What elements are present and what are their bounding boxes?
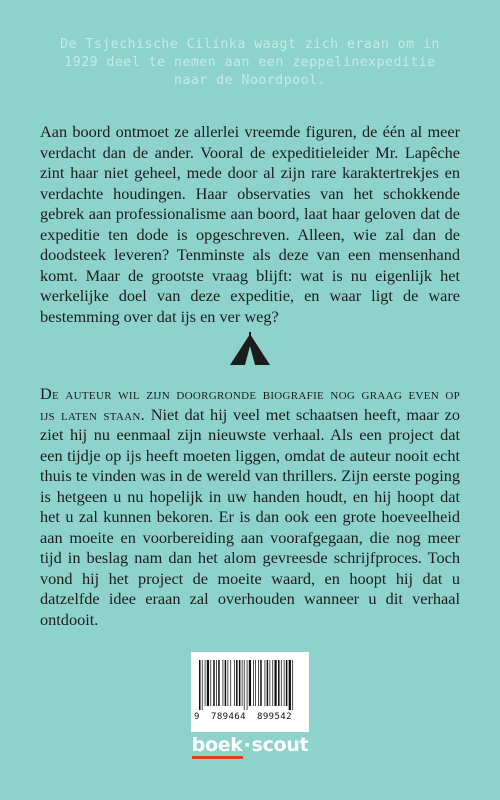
barcode-bar — [213, 660, 215, 706]
barcode-digits — [191, 712, 309, 726]
barcode-bar — [292, 660, 293, 710]
barcode-left-group: 789464 — [211, 712, 246, 722]
barcode-bar — [286, 660, 288, 706]
barcode-bar — [244, 660, 245, 710]
barcode-bar — [210, 660, 211, 706]
publisher-logo — [190, 734, 310, 764]
barcode-bar — [202, 660, 203, 710]
author-bio-text: Niet dat hij veel met schaatsen heeft, maar zo ziet hij nu eenmaal zijn nieuwste verhaal. Als een project dat een tijdje op ijs heeft moeten liggen, omdat de auteur nooit echt thuis te vinden was in de wereld van thrillers. Zijn eerste poging is hetgeen u nu hopelijk in uw handen houdt, en hij hoopt dat het u zal kunnen bekoren. Er is dan ook een grote hoeveelheid aan moeite en voorbereiding aan voorafgegaan, die nog meer tijd in beslag nam dan het alom gevreesde schrijfproces. Toch vond hij het project de moeite waard, en hoopt hij dat u datzelfde idee eraan zal overhouden wanneer u dit verhaal ontdooit. — [40, 404, 460, 629]
barcode-bar — [207, 660, 209, 706]
barcode-bar — [278, 660, 280, 706]
barcode-bar — [267, 660, 269, 706]
barcode-bar — [242, 660, 243, 706]
barcode-bar — [272, 660, 273, 706]
barcode-bar — [255, 660, 256, 706]
tagline-line: 1929 deel te nemen aan een zeppelinexpeditie — [64, 55, 436, 70]
author-bio-lead: De auteur wil zijn doorgronde biografie nog graag even op ijs laten staan. — [40, 384, 460, 424]
barcode-bar — [239, 660, 241, 706]
tagline-line: naar de Noordpool. — [174, 73, 326, 88]
isbn-barcode — [191, 652, 309, 732]
barcode-bar — [270, 660, 271, 706]
synopsis-paragraph: Aan boord ontmoet ze allerlei vreemde figuren, de één al meer verdacht dan de ander. Vooral de expeditieleider Mr. Lapêche zint haar niet geheel, mede door al zijn rare karaktertrekjes en verdachte houdingen. Haar observaties van het schokkende gebrek aan professionalisme aan boord, laat haar geloven dat de expeditie ten dode is opgeschreven. Alleen, wie zal dan de doodsteek leveren? Tenminste als deze van een mensenhand komt. Maar de grootste vraag blijft: wat is nu eigenlijk het werkelijke doel van deze expeditie, en waar ligt de ware bestemming over dat ijs en ver weg? — [40, 122, 460, 326]
publisher-name-part1: boek — [192, 734, 243, 759]
barcode-bar — [218, 660, 220, 706]
publisher-name-part2: scout — [251, 734, 309, 756]
barcode-bar — [247, 660, 248, 710]
barcode-bar — [216, 660, 217, 706]
barcode-right-group: 899542 — [257, 712, 292, 722]
barcode-bar — [230, 660, 231, 706]
barcode-bar — [281, 660, 282, 706]
author-bio — [40, 384, 460, 630]
barcode-bar — [289, 660, 291, 710]
barcode-bar — [234, 660, 235, 706]
barcode-bar — [274, 660, 276, 706]
publisher-separator: · — [243, 734, 251, 756]
barcode-bar — [260, 660, 262, 706]
barcode-bar — [249, 660, 251, 706]
tagline — [50, 36, 450, 90]
barcode-bar — [223, 660, 224, 706]
barcode-bar — [284, 660, 285, 706]
barcode-bar — [265, 660, 266, 706]
tent-icon — [228, 332, 272, 366]
barcode-bar — [225, 660, 227, 706]
barcode-bar — [253, 660, 254, 706]
barcode-bar — [236, 660, 238, 706]
barcode-bar — [228, 660, 229, 706]
barcode-first-digit: 9 — [194, 712, 200, 722]
barcode-bar — [205, 660, 206, 706]
barcode-bars — [199, 660, 301, 710]
barcode-bar — [199, 660, 201, 710]
tagline-line: De Tsjechische Cilinka waagt zich eraan om in — [60, 37, 440, 52]
barcode-bar — [258, 660, 259, 706]
